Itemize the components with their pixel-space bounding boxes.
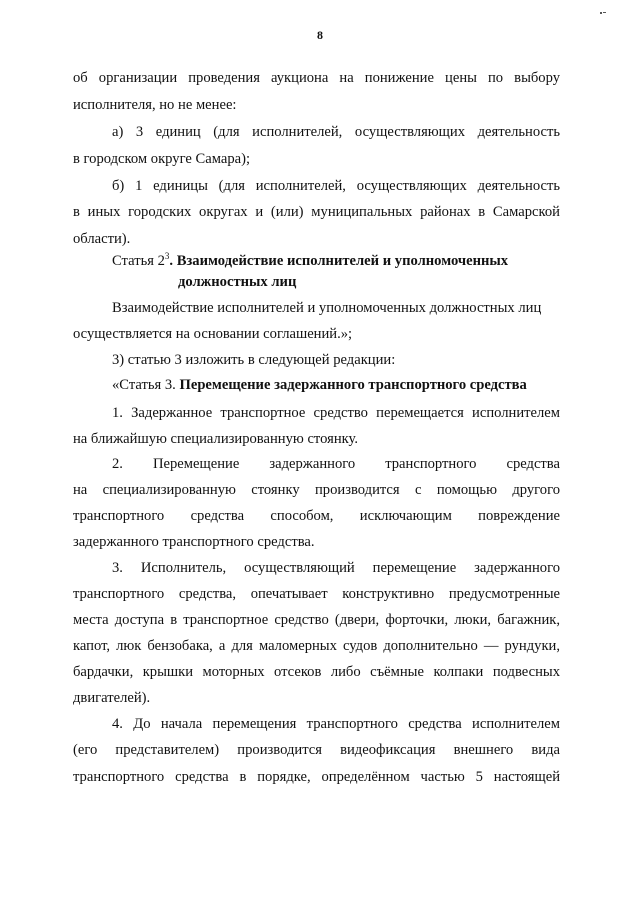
text-line: а) 3 единиц (для исполнителей, осуществляющих деятельность bbox=[112, 124, 560, 140]
text-line: на специализированную стоянку производится с помощью другого bbox=[73, 482, 560, 498]
text-line: в городском округе Самара); bbox=[73, 151, 251, 167]
article-heading-superscript: 3 bbox=[164, 251, 170, 262]
text-line: 4. До начала перемещения транспортного средства исполнителем bbox=[112, 716, 560, 732]
text-line: транспортного средства способом, исключающим повреждение bbox=[73, 508, 560, 524]
text-line: Взаимодействие исполнителей и уполномоченных должностных лиц bbox=[112, 300, 542, 316]
article-heading-text: . Взаимодействие исполнителей и уполномоченных bbox=[169, 253, 509, 269]
article-heading bbox=[112, 376, 527, 394]
text-line: 2. Перемещение задержанного транспортного средства bbox=[112, 456, 560, 472]
page-number: 8 bbox=[317, 28, 323, 42]
article-heading bbox=[112, 252, 508, 270]
text-line: области). bbox=[73, 231, 131, 247]
text-line: транспортного средства в порядке, определённом частью 5 настоящей bbox=[73, 769, 560, 785]
text-line: двигателей). bbox=[73, 690, 151, 706]
text-line: 1. Задержанное транспортное средство перемещается исполнителем bbox=[112, 405, 560, 421]
text-line: 3. Исполнитель, осуществляющий перемещение задержанного bbox=[112, 560, 560, 576]
text-line: задержанного транспортного средства. bbox=[73, 534, 315, 550]
text-line: (его представителем) производится видеофиксация внешнего вида bbox=[73, 742, 560, 758]
text-line: бардачки, крышки моторных отсеков либо съёмные колпаки подвесных bbox=[73, 664, 560, 680]
text-line: капот, люк бензобака, а для маломерных судов дополнительно — рундуки, bbox=[73, 638, 560, 654]
text-line: места доступа в транспортное средство (двери, форточки, люки, багажник, bbox=[73, 612, 560, 628]
scan-speck bbox=[603, 12, 606, 13]
text-line: об организации проведения аукциона на понижение цены по выбору bbox=[73, 70, 560, 86]
scan-speck bbox=[600, 12, 602, 14]
text-line: на ближайшую специализированную стоянку. bbox=[73, 431, 359, 447]
text-line: б) 1 единицы (для исполнителей, осуществляющих деятельность bbox=[112, 178, 560, 194]
text-line: исполнителя, но не менее: bbox=[73, 97, 237, 113]
text-line: транспортного средства, опечатывает конструктивно предусмотренные bbox=[73, 586, 560, 602]
text-line: 3) статью 3 изложить в следующей редакции: bbox=[112, 352, 396, 368]
article-heading-text: Перемещение задержанного транспортного средства bbox=[175, 377, 527, 393]
article-heading-prefix: «Статья 3. bbox=[112, 377, 176, 393]
text-line: в иных городских округах и (или) муниципальных районах в Самарской bbox=[73, 204, 560, 220]
text-line: осуществляется на основании соглашений.»; bbox=[73, 326, 353, 342]
article-heading-prefix: Статья 2 bbox=[112, 253, 165, 269]
article-heading-line2: должностных лиц bbox=[178, 274, 297, 290]
